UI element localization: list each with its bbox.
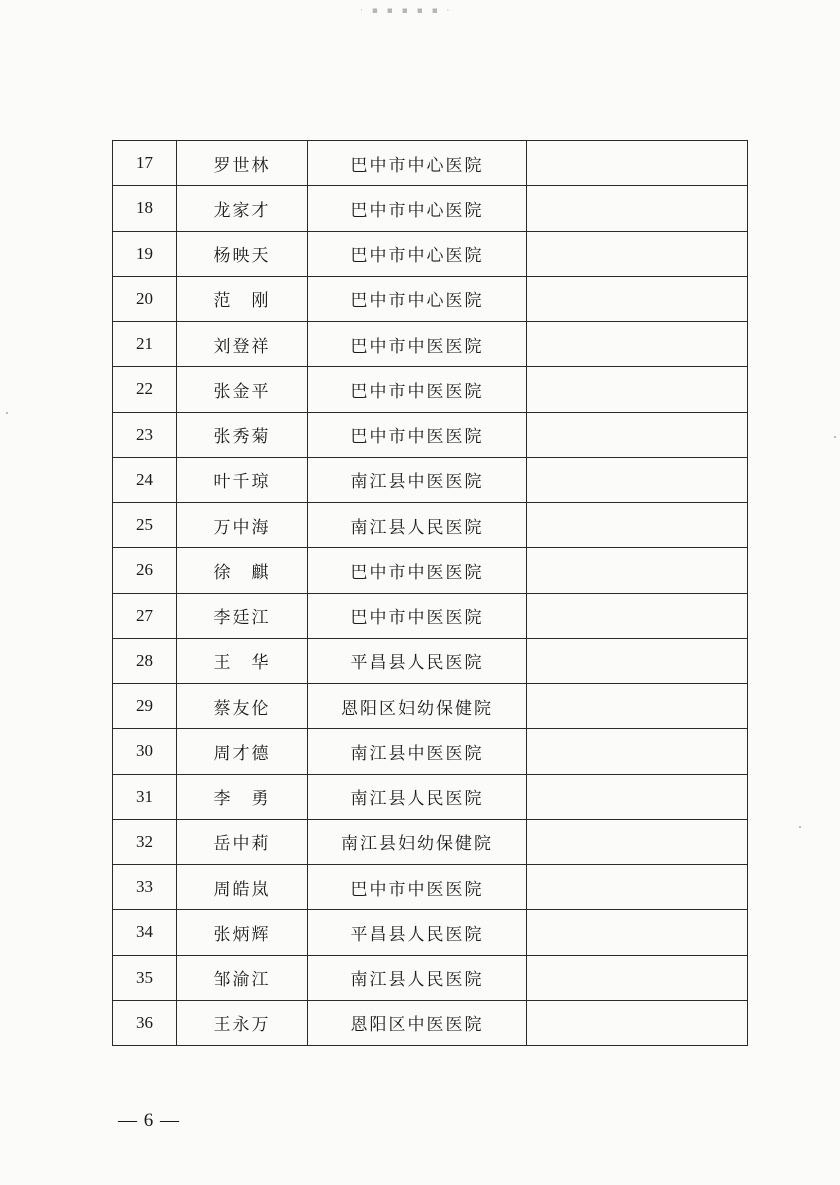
table-row [113, 141, 748, 186]
remarks-cell [527, 141, 748, 186]
row-number-cell: 20 [113, 276, 177, 321]
row-number-cell: 22 [113, 367, 177, 412]
person-name-cell: 龙家才 [177, 186, 308, 231]
remarks-cell [527, 910, 748, 955]
person-name-cell: 李廷江 [177, 593, 308, 638]
person-name-cell: 刘登祥 [177, 322, 308, 367]
remarks-cell [527, 865, 748, 910]
work-unit-cell: 巴中市中医医院 [308, 367, 527, 412]
work-unit-cell: 巴中市中医医院 [308, 412, 527, 457]
remarks-cell [527, 548, 748, 593]
remarks-cell [527, 322, 748, 367]
work-unit-cell: 南江县妇幼保健院 [308, 819, 527, 864]
work-unit-cell: 巴中市中医医院 [308, 548, 527, 593]
table-row [113, 729, 748, 774]
table-row [113, 774, 748, 819]
row-number-cell: 25 [113, 503, 177, 548]
person-name-cell: 蔡友伦 [177, 684, 308, 729]
work-unit-cell: 南江县中医医院 [308, 729, 527, 774]
remarks-cell [527, 684, 748, 729]
page-number: — 6 — [118, 1110, 180, 1131]
person-name-cell: 杨映天 [177, 231, 308, 276]
work-unit-cell: 南江县中医医院 [308, 457, 527, 502]
remarks-cell [527, 774, 748, 819]
table-row [113, 955, 748, 1000]
table-row [113, 503, 748, 548]
remarks-cell [527, 276, 748, 321]
table-row [113, 412, 748, 457]
table-row [113, 593, 748, 638]
table-row [113, 638, 748, 683]
work-unit-cell: 巴中市中医医院 [308, 322, 527, 367]
remarks-cell [527, 412, 748, 457]
work-unit-cell: 平昌县人民医院 [308, 638, 527, 683]
person-name-cell: 岳中莉 [177, 819, 308, 864]
row-number-cell: 29 [113, 684, 177, 729]
table-row [113, 865, 748, 910]
person-name-cell: 叶千琼 [177, 457, 308, 502]
remarks-cell [527, 819, 748, 864]
table-row [113, 186, 748, 231]
person-name-cell: 李 勇 [177, 774, 308, 819]
person-name-cell: 范 刚 [177, 276, 308, 321]
row-number-cell: 19 [113, 231, 177, 276]
remarks-cell [527, 503, 748, 548]
person-name-cell: 张炳辉 [177, 910, 308, 955]
person-name-cell: 周才德 [177, 729, 308, 774]
work-unit-cell: 巴中市中心医院 [308, 231, 527, 276]
work-unit-cell: 平昌县人民医院 [308, 910, 527, 955]
table-row [113, 910, 748, 955]
work-unit-cell: 巴中市中心医院 [308, 186, 527, 231]
remarks-cell [527, 367, 748, 412]
table-row [113, 457, 748, 502]
row-number-cell: 18 [113, 186, 177, 231]
table-row [113, 684, 748, 729]
table-row [113, 1000, 748, 1045]
row-number-cell: 36 [113, 1000, 177, 1045]
row-number-cell: 23 [113, 412, 177, 457]
work-unit-cell: 南江县人民医院 [308, 774, 527, 819]
roster-table-body [113, 141, 748, 1046]
work-unit-cell: 恩阳区中医医院 [308, 1000, 527, 1045]
table-row [113, 231, 748, 276]
work-unit-cell: 南江县人民医院 [308, 503, 527, 548]
work-unit-cell: 巴中市中心医院 [308, 276, 527, 321]
row-number-cell: 17 [113, 141, 177, 186]
scan-speck [799, 826, 801, 828]
person-name-cell: 张金平 [177, 367, 308, 412]
row-number-cell: 21 [113, 322, 177, 367]
remarks-cell [527, 457, 748, 502]
work-unit-cell: 恩阳区妇幼保健院 [308, 684, 527, 729]
person-name-cell: 周皓岚 [177, 865, 308, 910]
row-number-cell: 33 [113, 865, 177, 910]
row-number-cell: 24 [113, 457, 177, 502]
person-name-cell: 罗世林 [177, 141, 308, 186]
row-number-cell: 28 [113, 638, 177, 683]
row-number-cell: 30 [113, 729, 177, 774]
work-unit-cell: 巴中市中医医院 [308, 865, 527, 910]
row-number-cell: 32 [113, 819, 177, 864]
table-row [113, 819, 748, 864]
row-number-cell: 27 [113, 593, 177, 638]
remarks-cell [527, 638, 748, 683]
remarks-cell [527, 593, 748, 638]
remarks-cell [527, 186, 748, 231]
table-row [113, 548, 748, 593]
person-name-cell: 张秀菊 [177, 412, 308, 457]
person-name-cell: 王 华 [177, 638, 308, 683]
row-number-cell: 31 [113, 774, 177, 819]
table-row [113, 367, 748, 412]
work-unit-cell: 巴中市中医医院 [308, 593, 527, 638]
row-number-cell: 34 [113, 910, 177, 955]
person-name-cell: 王永万 [177, 1000, 308, 1045]
work-unit-cell: 巴中市中心医院 [308, 141, 527, 186]
table-row [113, 276, 748, 321]
scan-speck [6, 412, 8, 414]
scan-artifact: · ▪ ▪ ▪ ▪ ▪ · [360, 6, 453, 16]
row-number-cell: 35 [113, 955, 177, 1000]
work-unit-cell: 南江县人民医院 [308, 955, 527, 1000]
person-name-cell: 徐 麒 [177, 548, 308, 593]
remarks-cell [527, 729, 748, 774]
person-name-cell: 万中海 [177, 503, 308, 548]
roster-table [112, 140, 748, 1046]
scan-speck [834, 436, 836, 438]
remarks-cell [527, 1000, 748, 1045]
remarks-cell [527, 955, 748, 1000]
person-name-cell: 邹渝江 [177, 955, 308, 1000]
row-number-cell: 26 [113, 548, 177, 593]
table-row [113, 322, 748, 367]
remarks-cell [527, 231, 748, 276]
